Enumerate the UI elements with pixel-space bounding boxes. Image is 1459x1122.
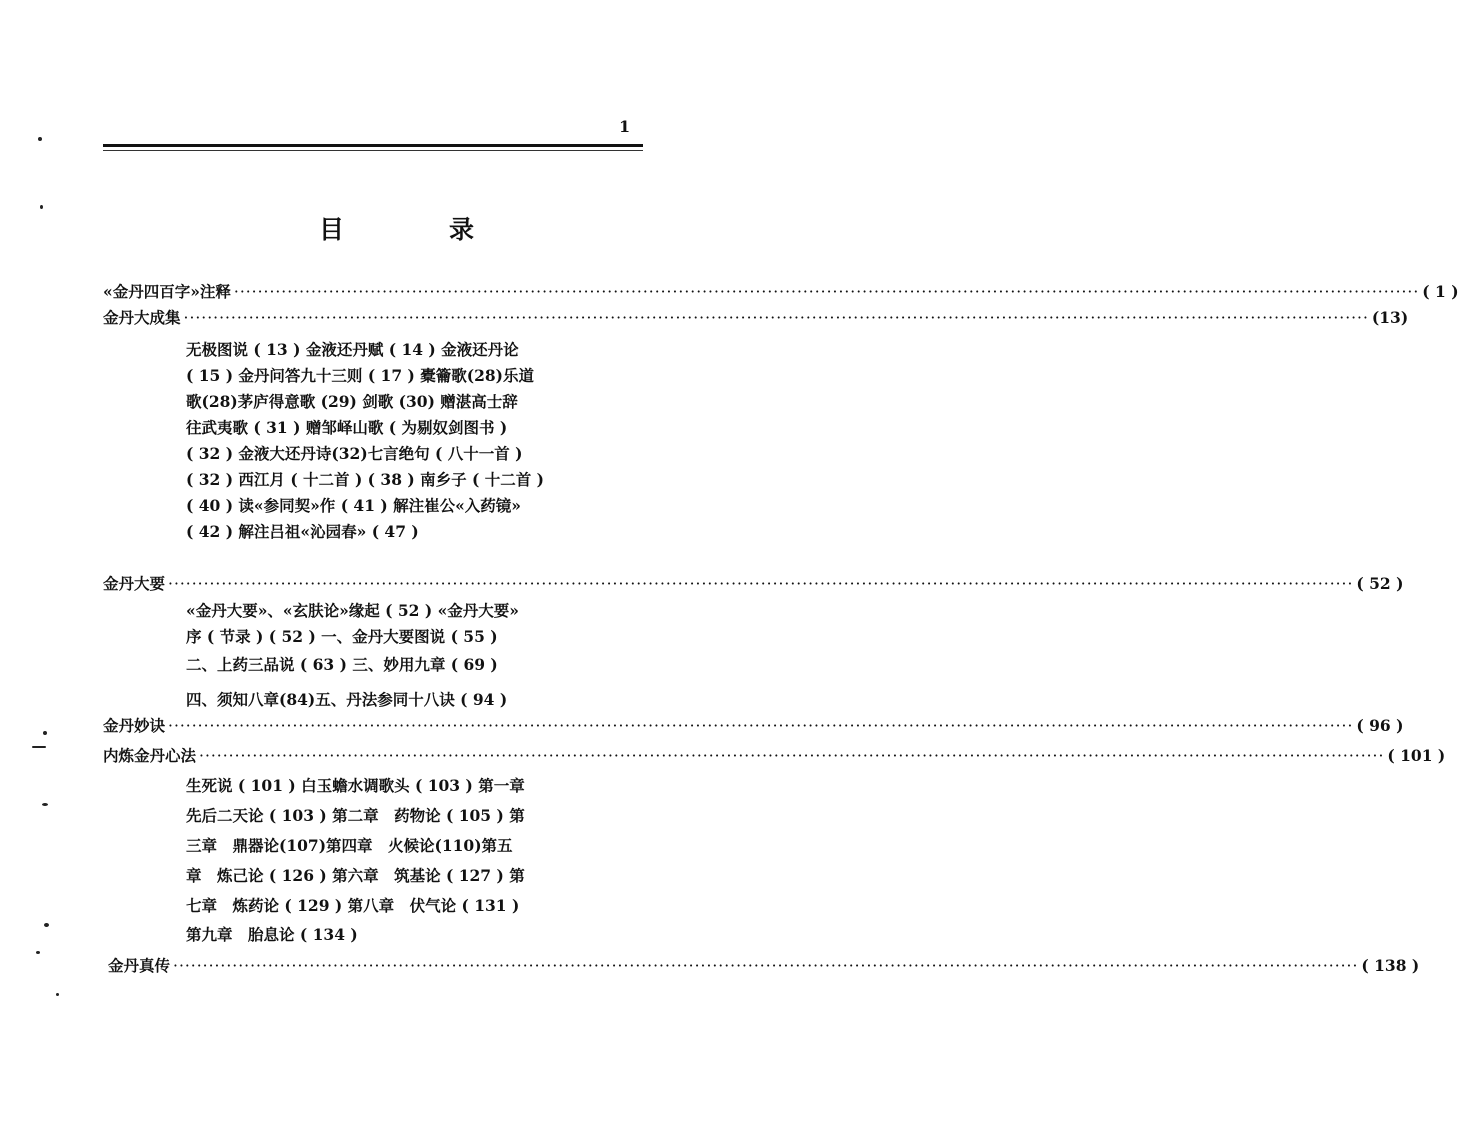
toc-entry[interactable] (103, 281, 1459, 303)
toc-subentry-line: 三章 鼎器论(107)第四章 火候论(110)第五 (186, 836, 513, 855)
scan-speck (32, 746, 46, 748)
dot-leader: ········································································································································································································ (233, 283, 1420, 301)
toc-subentry-line: 四、须知八章(84)五、丹法参同十八诀 ( 94 ) (186, 690, 508, 709)
toc-entry[interactable] (103, 573, 1404, 595)
header-rule (103, 144, 643, 147)
toc-entry-page: ( 138 ) (1361, 956, 1420, 975)
header-rule-thin (103, 150, 643, 151)
toc-entry[interactable] (108, 955, 1420, 977)
toc-subentry-line: 生死说 ( 101 ) 白玉蟾水调歌头 ( 103 ) 第一章 (186, 776, 525, 795)
toc-entry-page: ( 101 ) (1387, 746, 1446, 765)
scan-speck (36, 951, 40, 954)
toc-entry-label: 金丹大成集 (103, 308, 181, 327)
toc-entry-label: 金丹妙诀 (103, 716, 166, 735)
toc-subentry-line: 歌(28)茅庐得意歌 (29) 剑歌 (30) 赠湛高士辞 (186, 392, 518, 411)
page-number: 1 (619, 117, 631, 136)
toc-entry[interactable] (103, 715, 1404, 737)
scan-speck (38, 137, 42, 141)
toc-entry-label: «金丹四百字»注释 (103, 282, 231, 301)
toc-subentry-line: 第九章 胎息论 ( 134 ) (186, 925, 358, 944)
toc-subentry-line: «金丹大要»、«玄肤论»缘起 ( 52 ) «金丹大要» (186, 601, 519, 620)
toc-subentry-line: 序 ( 节录 ) ( 52 ) 一、金丹大要图说 ( 55 ) (186, 627, 498, 646)
toc-entry-label: 金丹真传 (108, 956, 171, 975)
toc-entry-page: (13) (1371, 308, 1409, 327)
toc-subentry-line: 先后二天论 ( 103 ) 第二章 药物论 ( 105 ) 第 (186, 806, 525, 825)
scan-speck (42, 803, 48, 806)
dot-leader: ········································································································································································································ (183, 309, 1369, 327)
page-title: 目 录 (318, 215, 514, 244)
dot-leader: ········································································································································································································ (168, 575, 1354, 593)
dot-leader: ········································································································································································································ (199, 747, 1385, 765)
toc-subentry-line: ( 40 ) 读«参同契»作 ( 41 ) 解注崔公«入药镜» (186, 496, 521, 515)
toc-entry-page: ( 52 ) (1356, 574, 1404, 593)
toc-subentry-line: ( 42 ) 解注吕祖«沁园春» ( 47 ) (186, 522, 419, 541)
toc-entry-page: ( 96 ) (1356, 716, 1404, 735)
toc-entry[interactable] (103, 745, 1446, 767)
toc-subentry-line: 七章 炼药论 ( 129 ) 第八章 伏气论 ( 131 ) (186, 896, 520, 915)
toc-subentry-line: 二、上药三品说 ( 63 ) 三、妙用九章 ( 69 ) (186, 655, 498, 674)
toc-entry-page: ( 1 ) (1422, 282, 1459, 301)
toc-subentry-line: ( 32 ) 金液大还丹诗(32)七言绝句 ( 八十一首 ) (186, 444, 523, 463)
dot-leader: ········································································································································································································ (168, 717, 1354, 735)
scan-speck (44, 923, 49, 927)
toc-subentry-line: 无极图说 ( 13 ) 金液还丹赋 ( 14 ) 金液还丹论 (186, 340, 519, 359)
toc-entry-label: 内炼金丹心法 (103, 746, 197, 765)
scan-speck (40, 205, 43, 209)
toc-subentry-line: 章 炼己论 ( 126 ) 第六章 筑基论 ( 127 ) 第 (186, 866, 525, 885)
toc-subentry-line: ( 32 ) 西江月 ( 十二首 ) ( 38 ) 南乡子 ( 十二首 ) (186, 470, 544, 489)
toc-subentry-line: 往武夷歌 ( 31 ) 赠邹峄山歌 ( 为剔奴剑图书 ) (186, 418, 508, 437)
dot-leader: ········································································································································································································ (173, 957, 1359, 975)
toc-subentry-line: ( 15 ) 金丹问答九十三则 ( 17 ) 橐籥歌(28)乐道 (186, 366, 534, 385)
toc-entry[interactable] (103, 307, 1409, 329)
scan-speck (43, 731, 47, 735)
toc-entry-label: 金丹大要 (103, 574, 166, 593)
scan-speck (56, 993, 59, 996)
